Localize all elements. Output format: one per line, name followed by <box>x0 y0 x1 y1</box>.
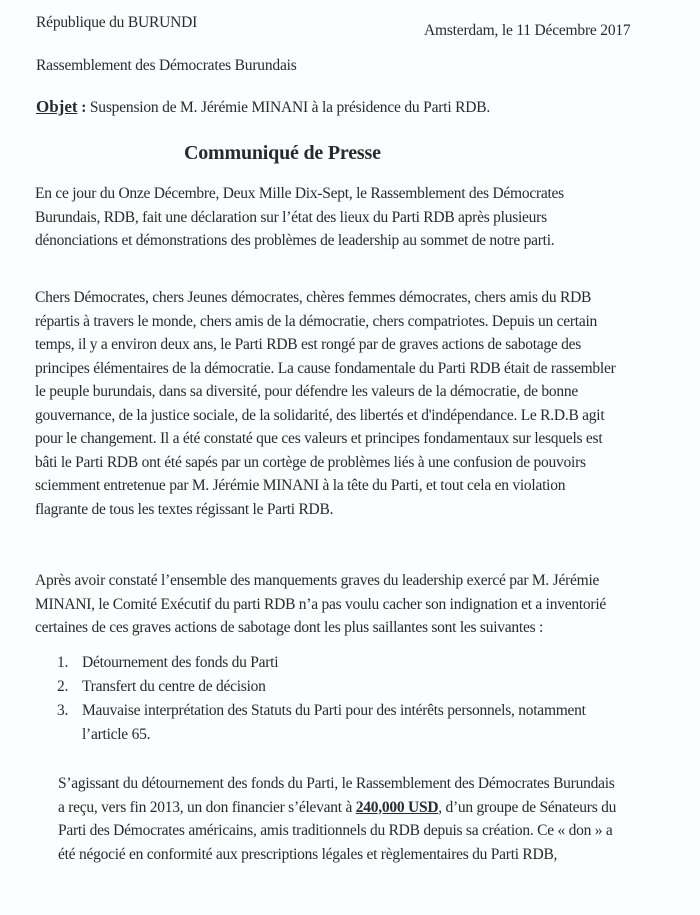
paragraph-intro <box>35 182 675 253</box>
text-line: flagrante de tous les textes régissant le Parti RDB. <box>35 500 334 518</box>
text-line: le peuple burundais, dans sa diversité, pour défendre les valeurs de la démocratie, de bonne <box>35 383 578 400</box>
text-line: été négocié en conformité aux prescriptions légales et règlementaires du Parti RDB, <box>58 845 558 863</box>
objet-line <box>36 97 490 117</box>
text-segment: , d’un groupe de Sénateurs du <box>438 798 617 816</box>
text-line <box>58 796 698 820</box>
objet-separator: : <box>77 99 90 116</box>
text-line: S’agissant du détournement des fonds du Parti, le Rassemblement des Démocrates Burundais <box>58 775 615 792</box>
header-place-date: Amsterdam, le 11 Décembre 2017 <box>424 22 631 39</box>
list-text: Transfert du centre de décision <box>82 678 266 695</box>
text-line: pour le changement. Il a été constaté que ces valeurs et principes fondamentaux sur lesquels est <box>35 430 603 447</box>
donation-amount: 240,000 USD <box>355 798 439 816</box>
objet-text: Suspension de M. Jérémie MINANI à la présidence du Parti RDB. <box>89 99 491 116</box>
list-item <box>57 651 586 675</box>
text-line: temps, il y a environ deux ans, le Parti RDB est rongé par de graves actions de sabotage des <box>35 336 582 353</box>
text-line: Parti des Démocrates américains, amis traditionnels du RDB depuis sa création. Ce « don » a <box>58 822 613 839</box>
list-item <box>57 699 586 723</box>
text-line: certaines de ces graves actions de sabotage dont les plus saillantes sont les suivantes : <box>35 619 544 636</box>
list-number: 3. <box>57 702 69 719</box>
list-number: 2. <box>57 678 69 695</box>
header-party: Rassemblement des Démocrates Burundais <box>36 57 297 74</box>
paragraph-funds <box>58 772 698 866</box>
text-line: MINANI, le Comité Exécutif du parti RDB n’a pas voulu cacher son indignation et a inventorié <box>35 595 607 613</box>
list-number: 1. <box>57 654 69 671</box>
paragraph-findings <box>35 569 675 640</box>
paragraph-address <box>35 286 675 521</box>
text-line: répartis à travers le monde, chers amis de la démocratie, chers compatriotes. Depuis un certain <box>35 312 598 330</box>
list-text: Détournement des fonds du Parti <box>82 654 279 671</box>
text-line: En ce jour du Onze Décembre, Deux Mille Dix-Sept, le Rassemblement des Démocrates <box>35 185 564 202</box>
objet-label: Objet <box>36 97 78 116</box>
text-line: bâti le Parti RDB ont été sapés par un cortège de problèmes liés à une confusion de pouvoirs <box>35 453 586 471</box>
page-title: Communiqué de Presse <box>184 142 381 164</box>
text-line: dénonciations et démonstrations des problèmes de leadership au sommet de notre parti. <box>35 232 555 249</box>
sabotage-list <box>57 651 586 747</box>
text-line: sciemment entretenue par M. Jérémie MINANI à la tête du Parti, et tout cela en violation <box>35 477 566 494</box>
text-line: Après avoir constaté l’ensemble des manquements graves du leadership exercé par M. Jérémie <box>35 572 600 589</box>
text-line: gouvernance, de la justice sociale, de la solidarité, des libertés et d'indépendance. Le R.D.B agit <box>35 406 605 424</box>
text-line: Burundais, RDB, fait une déclaration sur l’état des lieux du Parti RDB après plusieurs <box>35 208 547 226</box>
text-line: principes élémentaires de la démocratie. La cause fondamentale du Parti RDB était de rassembler <box>35 359 616 377</box>
list-text-continuation: l’article 65. <box>82 726 151 743</box>
header-country: République du BURUNDI <box>36 14 198 31</box>
text-line: Chers Démocrates, chers Jeunes démocrates, chères femmes démocrates, chers amis du RDB <box>35 289 592 306</box>
text-segment: a reçu, vers fin 2013, un don financier s’élevant à <box>58 798 356 816</box>
list-text: Mauvaise interprétation des Statuts du Parti pour des intérêts personnels, notamment <box>82 702 586 719</box>
list-item <box>57 675 586 699</box>
